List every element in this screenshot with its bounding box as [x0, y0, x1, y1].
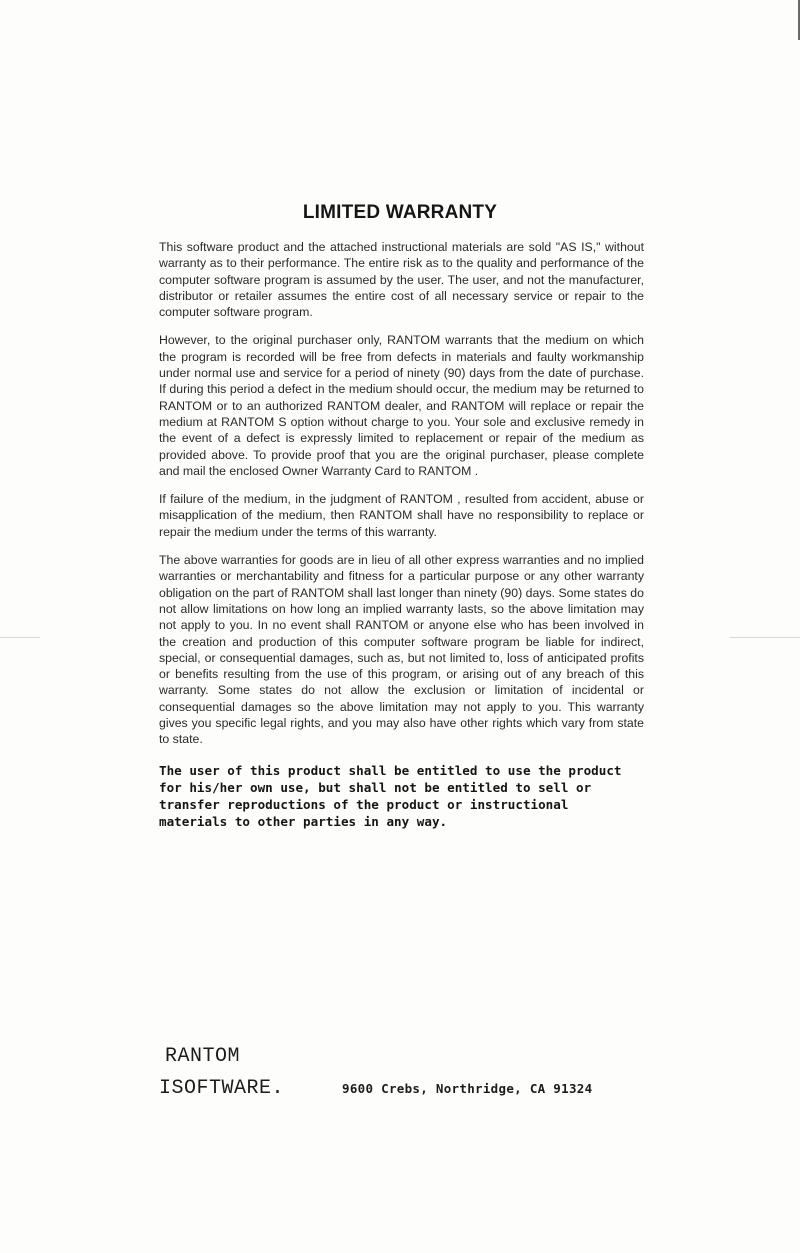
company-subtitle: ISOFTWARE.	[159, 1077, 285, 1100]
fold-mark-left	[0, 637, 40, 638]
paragraph-failure: If failure of the medium, in the judgment of RANTOM , resulted from accident, abuse or misapplication of the medium, then RANTOM shall have no responsibility to replace or repair the medium under the terms of this warranty.	[159, 492, 644, 539]
paragraph-implied-warranties: The above warranties for goods are in lieu of all other express warranties and no implied warranties or merchantability and fitness for a particular purpose or any other warranty obligation on the part of RANTOM shall last longer than ninety (90) days. Some states do not allow limitations on how long an implied warranty lasts, so the above limitation may not apply to you. In no event shall RANTOM or anyone else who has been involved in the creation and production of this computer software program be liable for indirect, special, or consequential damages, such as, but not limited to, loss of anticipated profits or benefits resulting from the use of this program, or arising out of any breach of this warranty. Some states do not allow the exclusion or limitation of incidental or consequential damages so the above limitation may not apply to you. This warranty gives you specific legal rights, and you may also have other rights which vary from state to state.	[159, 553, 644, 747]
company-address: 9600 Crebs, Northridge, CA 91324	[342, 1081, 593, 1096]
company-name: RANTOM	[165, 1045, 241, 1068]
paragraph-as-is: This software product and the attached instructional materials are sold "AS IS," without warranty as to their performance. The entire risk as to the quality and performance of the computer software program is assumed by the user. The user, and not the manufacturer, distributor or retailer assumes the entire cost of all necessary service or repair to the computer software program.	[159, 240, 644, 320]
page-title: LIMITED WARRANTY	[302, 202, 498, 223]
warranty-body	[159, 239, 644, 842]
paragraph-usage-rights: The user of this product shall be entitled to use the product for his/her own use, but shall not be entitled to sell or transfer reproductions of the product or instructional materials to other parties in any way.	[159, 762, 622, 829]
paragraph-original-purchaser: However, to the original purchaser only, RANTOM warrants that the medium on which the program is recorded will be free from defects in materials and faulty workmanship under normal use and service for a period of ninety (90) days from the date of purchase. If during this period a defect in the medium should occur, the medium may be returned to RANTOM or to an authorized RANTOM dealer, and RANTOM will replace or repair the medium at RANTOM S option without charge to you. Your sole and exclusive remedy in the event of a defect is expressly limited to replacement or repair of the medium as provided above. To provide proof that you are the original purchaser, please complete and mail the enclosed Owner Warranty Card to RANTOM .	[159, 333, 644, 478]
fold-mark-right	[730, 637, 800, 638]
